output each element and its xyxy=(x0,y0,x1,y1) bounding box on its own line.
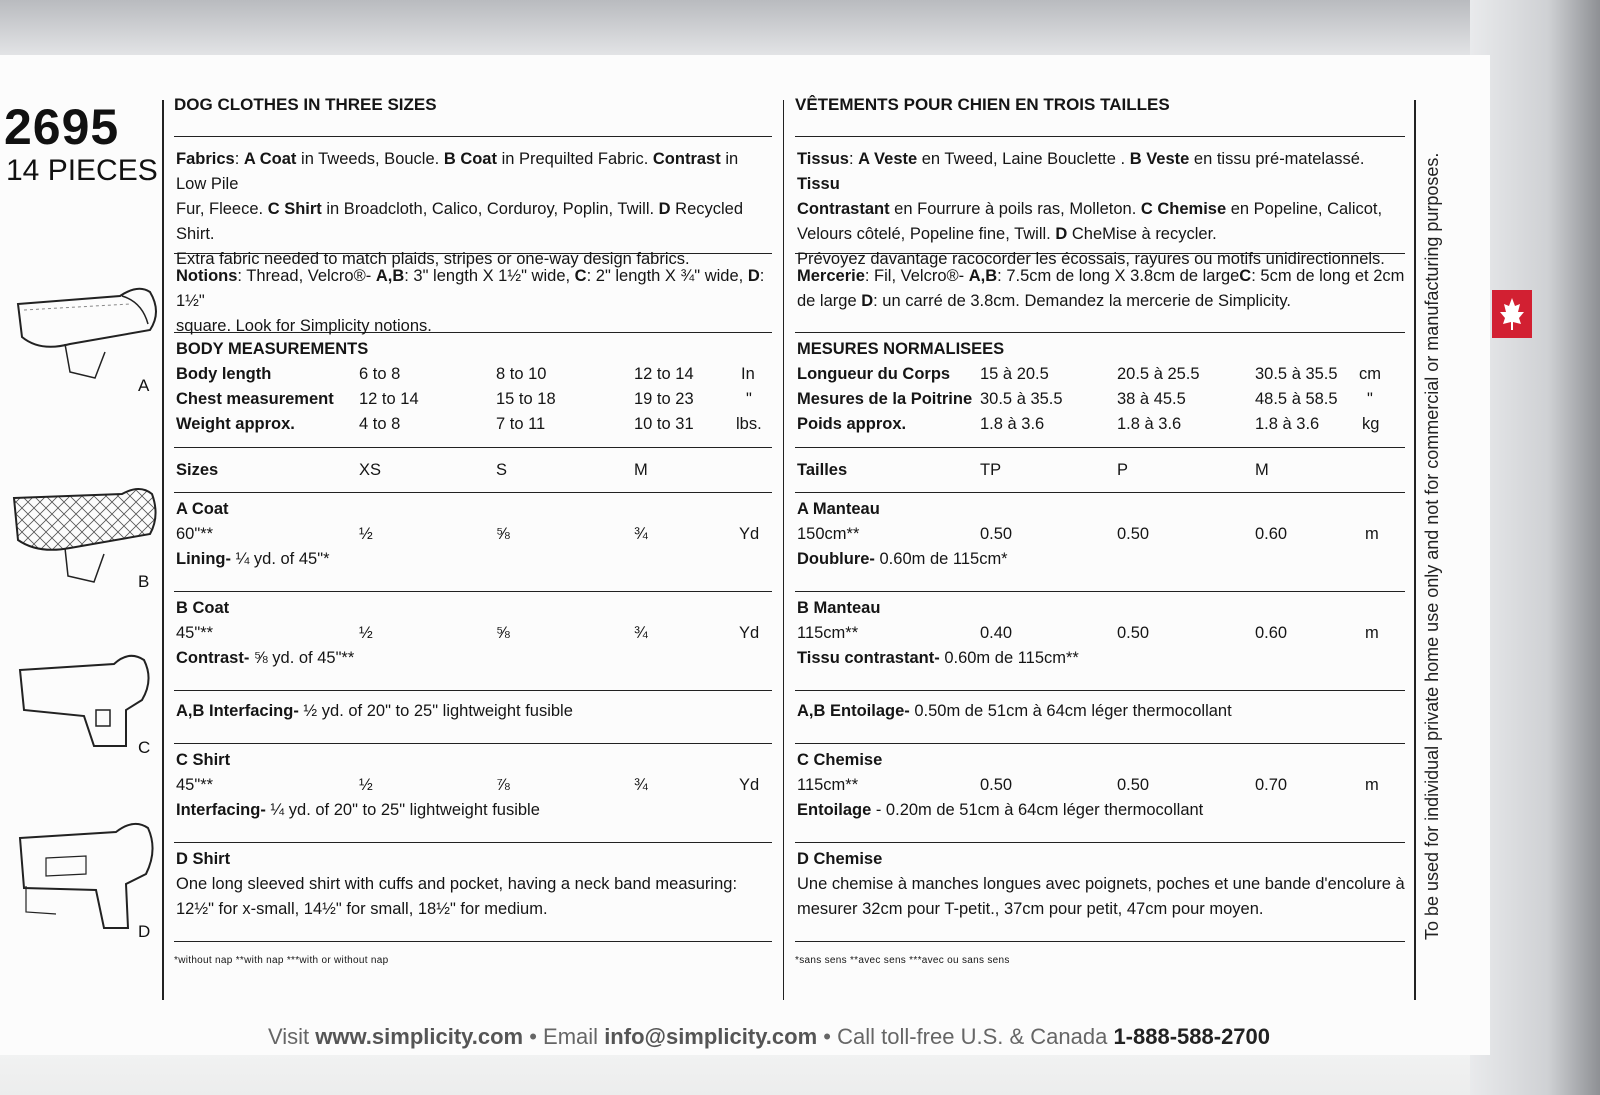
en-notions-label: Notions xyxy=(176,267,238,285)
fr-fabrics-t3: en Fourrure à poils ras, Molleton. xyxy=(889,200,1141,218)
fr-a-unit: m xyxy=(1365,525,1379,543)
fr-body-s: 20.5 à 25.5 xyxy=(1117,365,1200,383)
fr-sizes-label: Tailles xyxy=(797,461,848,479)
en-size-m: M xyxy=(634,461,648,479)
en-body-unit: In xyxy=(741,365,755,383)
en-c-shirt xyxy=(174,744,772,843)
divider-center xyxy=(783,100,784,1000)
fr-fabrics-line3: Velours côtelé, Popeline fine, Twill. xyxy=(797,225,1056,243)
fr-b-unit: m xyxy=(1365,624,1379,642)
en-footnote: *without nap **with nap ***with or without nap xyxy=(174,955,389,966)
en-fabrics-colon: : xyxy=(234,150,244,168)
en-body-row xyxy=(176,362,772,387)
en-notions-c: C xyxy=(574,267,587,285)
en-c-shirt-xs: ½ xyxy=(359,776,373,794)
fr-body-unit: cm xyxy=(1359,365,1381,383)
fr-body-s: 1.8 à 3.6 xyxy=(1117,415,1182,433)
fr-entoilage xyxy=(795,691,1405,744)
en-fabrics-t4: in Broadcloth, Calico, Corduroy, Poplin, Twill. xyxy=(321,200,659,218)
en-fabrics-contrast: Contrast xyxy=(652,150,721,168)
en-d-shirt-line1: One long sleeved shirt with cuffs and pocket, having a neck band measuring: xyxy=(176,875,738,893)
fr-a-doublure: 0.60m de 115cm* xyxy=(874,550,1008,568)
fr-notions-ab: A,B xyxy=(968,267,998,285)
en-fabrics-l2a: Fur, Fleece. xyxy=(176,200,268,218)
fr-fabrics-colon: : xyxy=(848,150,859,168)
en-c-shirt-head: C Shirt xyxy=(176,751,231,769)
en-a-coat-xs: ½ xyxy=(359,525,373,543)
fr-a-head: A Manteau xyxy=(797,500,880,518)
en-title: DOG CLOTHES IN THREE SIZES xyxy=(174,92,772,137)
en-b-coat-contrast-label: Contrast- xyxy=(176,649,250,667)
piece-count: 14 PIECES xyxy=(6,154,158,187)
fr-size-tp: TP xyxy=(980,461,1002,479)
fr-body-m: 30.5 à 35.5 xyxy=(1255,365,1338,383)
en-a-coat-lining: ¼ yd. of 45"* xyxy=(230,550,330,568)
website-link[interactable]: www.simplicity.com xyxy=(315,1024,524,1049)
email-link[interactable]: info@simplicity.com xyxy=(604,1024,818,1049)
fr-a-s: 0.50 xyxy=(1117,525,1150,543)
fr-notions xyxy=(795,254,1405,333)
fr-body-m: 1.8 à 3.6 xyxy=(1255,415,1320,433)
fr-notions-t2: : 7.5cm de long X 3.8cm de large xyxy=(997,267,1240,285)
fr-a-width: 150cm** xyxy=(797,525,860,543)
view-label-c: C xyxy=(138,738,151,757)
en-body-xs: 6 to 8 xyxy=(359,365,401,383)
fr-d-chemise xyxy=(795,843,1405,942)
view-label-a: A xyxy=(138,376,150,395)
en-notions-t4: : 1½" xyxy=(176,267,765,310)
en-a-coat xyxy=(174,493,772,592)
fr-body-unit: " xyxy=(1367,390,1373,408)
en-a-coat-unit: Yd xyxy=(739,525,760,543)
fr-body-row xyxy=(797,412,1405,437)
fr-c-xs: 0.50 xyxy=(980,776,1013,794)
fr-body-label: Poids approx. xyxy=(797,415,907,433)
en-body-label: Chest measurement xyxy=(176,390,334,408)
en-a-coat-width: 60"** xyxy=(176,525,214,543)
fr-body-label: Mesures de la Poitrine xyxy=(797,390,973,408)
phone-number: 1-888-588-2700 xyxy=(1113,1024,1271,1049)
en-body-unit: lbs. xyxy=(736,415,762,433)
en-body-label: Body length xyxy=(176,365,272,383)
en-notions-t3: : 2" length X ¾" wide, xyxy=(586,267,748,285)
en-a-coat-lining-label: Lining- xyxy=(176,550,231,568)
fr-a-m: 0.60 xyxy=(1255,525,1288,543)
pattern-number: 2695 xyxy=(4,99,120,155)
fr-fabrics xyxy=(795,137,1405,268)
fr-entoilage-label: A,B Entoilage- xyxy=(797,702,910,720)
en-c-shirt-unit: Yd xyxy=(739,776,760,794)
en-b-coat-head: B Coat xyxy=(176,599,230,617)
en-body-row xyxy=(176,412,772,437)
en-fabrics-t5: Recycled Shirt. xyxy=(176,200,744,243)
fr-body-m: 48.5 à 58.5 xyxy=(1255,390,1338,408)
en-fabrics-b: B Coat xyxy=(443,150,497,168)
fr-body-xs: 1.8 à 3.6 xyxy=(980,415,1045,433)
fr-entoilage-text: 0.50m de 51cm à 64cm léger thermocollant xyxy=(909,702,1232,720)
en-b-coat-s: ⅝ xyxy=(496,624,510,642)
en-d-shirt-head: D Shirt xyxy=(176,850,231,868)
en-body-heading: BODY MEASUREMENTS xyxy=(176,340,369,358)
fr-body-row xyxy=(797,387,1405,412)
en-body-label: Weight approx. xyxy=(176,415,295,433)
fr-fabrics-t4: en Popeline, Calicot, xyxy=(1226,200,1383,218)
en-body-s: 15 to 18 xyxy=(496,390,556,408)
fr-size-p: P xyxy=(1117,461,1129,479)
en-fabrics-label: Fabrics xyxy=(176,150,235,168)
fr-c-entoilage: - 0.20m de 51cm à 64cm léger thermocollant xyxy=(871,801,1204,819)
fr-body-s: 38 à 45.5 xyxy=(1117,390,1186,408)
en-b-coat xyxy=(174,592,772,691)
fr-notions-label: Mercerie xyxy=(797,267,865,285)
maple-leaf-logo xyxy=(1492,290,1532,338)
en-fabrics-t2: in Prequilted Fabric. xyxy=(496,150,653,168)
en-body-m: 19 to 23 xyxy=(634,390,694,408)
fr-fabrics-t5: CheMise à recycler. xyxy=(1067,225,1217,243)
en-c-shirt-interfacing-label: Interfacing- xyxy=(176,801,266,819)
en-b-coat-xs: ½ xyxy=(359,624,373,642)
divider-left xyxy=(162,100,164,1000)
fr-notions-t1: : Fil, Velcro®- xyxy=(864,267,969,285)
fr-b-manteau xyxy=(795,592,1405,691)
en-a-coat-m: ¾ xyxy=(634,525,648,543)
call-text: • Call toll-free U.S. & Canada xyxy=(817,1024,1114,1049)
fr-d-line2: mesurer 32cm pour T-petit., 37cm pour petit, 47cm pour moyen. xyxy=(797,900,1264,918)
envelope-top-edge xyxy=(0,0,1600,60)
en-c-shirt-width: 45"** xyxy=(176,776,214,794)
fr-c-chemise xyxy=(795,744,1405,843)
en-fabrics-line3: Extra fabric needed to match plaids, stripes or one-way design fabrics. xyxy=(176,250,690,268)
fr-b-xs: 0.40 xyxy=(980,624,1013,642)
fr-sizes xyxy=(795,448,1405,493)
fr-body-xs: 15 à 20.5 xyxy=(980,365,1049,383)
en-a-coat-head: A Coat xyxy=(176,500,229,518)
fr-a-doublure-label: Doublure- xyxy=(797,550,875,568)
en-notions-t2: : 3" length X 1½" wide, xyxy=(404,267,575,285)
view-d-illustration xyxy=(16,818,161,938)
fr-c-width: 115cm** xyxy=(797,776,859,794)
en-body-measurements xyxy=(174,333,772,448)
fr-notions-c: C xyxy=(1239,267,1252,285)
en-fabrics-cshirt: C Shirt xyxy=(267,200,322,218)
visit-text: Visit xyxy=(268,1024,316,1049)
fr-body-heading: MESURES NORMALISEES xyxy=(797,340,1005,358)
fr-size-m: M xyxy=(1255,461,1269,479)
fr-body-row xyxy=(797,362,1405,387)
fr-fabrics-d: D xyxy=(1055,225,1068,243)
en-body-xs: 12 to 14 xyxy=(359,390,419,408)
en-interfacing-label: A,B Interfacing- xyxy=(176,702,299,720)
en-sizes-label: Sizes xyxy=(176,461,219,479)
fr-notions-l2a: de large xyxy=(797,292,862,310)
en-sizes xyxy=(174,448,772,493)
en-b-coat-m: ¾ xyxy=(634,624,648,642)
fr-c-head: C Chemise xyxy=(797,751,883,769)
fr-body-unit: kg xyxy=(1362,415,1380,433)
en-body-row xyxy=(176,387,772,412)
fr-notions-d: D xyxy=(861,292,874,310)
fr-notions-t3: : 5cm de long et 2cm xyxy=(1251,267,1405,285)
en-size-s: S xyxy=(496,461,508,479)
fr-fabrics-a: A Veste xyxy=(858,150,918,168)
english-column xyxy=(174,92,772,973)
en-body-m: 12 to 14 xyxy=(634,365,694,383)
fr-d-line1: Une chemise à manches longues avec poignets, poches et une bande d'encolure à xyxy=(797,875,1405,893)
en-fabrics-a: A Coat xyxy=(243,150,297,168)
usage-note: To be used for individual private home use only and not for commercial or manufacturing purposes. xyxy=(1422,152,1442,940)
fr-fabrics-t2: en tissu pré-matelassé. xyxy=(1189,150,1365,168)
fr-fabrics-contrastant: Contrastant xyxy=(797,200,890,218)
fr-fabrics-b: B Veste xyxy=(1129,150,1190,168)
fr-body-label: Longueur du Corps xyxy=(797,365,951,383)
fr-body-xs: 30.5 à 35.5 xyxy=(980,390,1063,408)
en-c-shirt-interfacing: ¼ yd. of 20" to 25" lightweight fusible xyxy=(265,801,540,819)
en-notions-line2: square. Look for Simplicity notions. xyxy=(176,317,432,335)
en-size-xs: XS xyxy=(359,461,382,479)
divider-right xyxy=(1414,100,1416,1000)
fr-fabrics-t1: en Tweed, Laine Bouclette . xyxy=(917,150,1130,168)
fr-b-s: 0.50 xyxy=(1117,624,1150,642)
en-body-unit: " xyxy=(746,390,752,408)
fr-fabrics-c: C Chemise xyxy=(1140,200,1227,218)
en-body-xs: 4 to 8 xyxy=(359,415,401,433)
view-label-d: D xyxy=(138,922,151,941)
fr-c-s: 0.50 xyxy=(1117,776,1150,794)
french-column xyxy=(795,92,1405,973)
en-notions-ab: A,B xyxy=(375,267,405,285)
fr-footnote: *sans sens **avec sens ***avec ou sans sens xyxy=(795,955,1010,966)
email-text: • Email xyxy=(523,1024,605,1049)
en-d-shirt xyxy=(174,843,772,942)
fr-fabrics-label: Tissus xyxy=(797,150,849,168)
contact-bar xyxy=(268,1024,1270,1050)
en-b-coat-width: 45"** xyxy=(176,624,214,642)
en-c-shirt-m: ¾ xyxy=(634,776,648,794)
en-b-coat-unit: Yd xyxy=(739,624,760,642)
en-interfacing-text: ½ yd. of 20" to 25" lightweight fusible xyxy=(298,702,573,720)
fr-body-measurements xyxy=(795,333,1405,448)
fr-notions-t4: : un carré de 3.8cm. Demandez la mercerie de Simplicity. xyxy=(873,292,1291,310)
en-notions-d: D xyxy=(747,267,760,285)
en-body-s: 7 to 11 xyxy=(496,415,546,433)
fr-a-manteau xyxy=(795,493,1405,592)
en-a-coat-s: ⅝ xyxy=(496,525,510,543)
fr-b-contrastant: 0.60m de 115cm** xyxy=(939,649,1079,667)
en-fabrics-t1: in Tweeds, Boucle. xyxy=(296,150,444,168)
en-d-shirt-line2: 12½" for x-small, 14½" for small, 18½" for medium. xyxy=(176,900,548,918)
fr-c-entoilage-label: Entoilage xyxy=(797,801,872,819)
fr-fabrics-line4: Prévoyez davantage racocorder les écossais, rayures ou motifs unidirectionnels. xyxy=(797,250,1385,268)
en-fabrics-d: D xyxy=(658,200,671,218)
fr-title: VÊTEMENTS POUR CHIEN EN TROIS TAILLES xyxy=(795,92,1405,137)
en-notions xyxy=(174,254,772,333)
en-c-shirt-s: ⅞ xyxy=(496,776,510,794)
en-body-m: 10 to 31 xyxy=(634,415,694,433)
en-b-coat-contrast: ⅝ yd. of 45"** xyxy=(249,649,355,667)
fr-b-m: 0.60 xyxy=(1255,624,1288,642)
fr-a-xs: 0.50 xyxy=(980,525,1013,543)
fr-b-head: B Manteau xyxy=(797,599,881,617)
en-body-s: 8 to 10 xyxy=(496,365,547,383)
fr-d-head: D Chemise xyxy=(797,850,883,868)
fr-c-m: 0.70 xyxy=(1255,776,1288,794)
view-label-b: B xyxy=(138,572,150,591)
fr-b-width: 115cm** xyxy=(797,624,859,642)
fr-fabrics-tissu: Tissu xyxy=(797,175,840,193)
en-fabrics xyxy=(174,137,772,268)
fr-b-contrastant-label: Tissu contrastant- xyxy=(797,649,940,667)
en-interfacing xyxy=(174,691,772,744)
en-notions-t1: : Thread, Velcro®- xyxy=(237,267,376,285)
fr-c-unit: m xyxy=(1365,776,1379,794)
en-fabrics-t3: in Low Pile xyxy=(176,150,739,193)
